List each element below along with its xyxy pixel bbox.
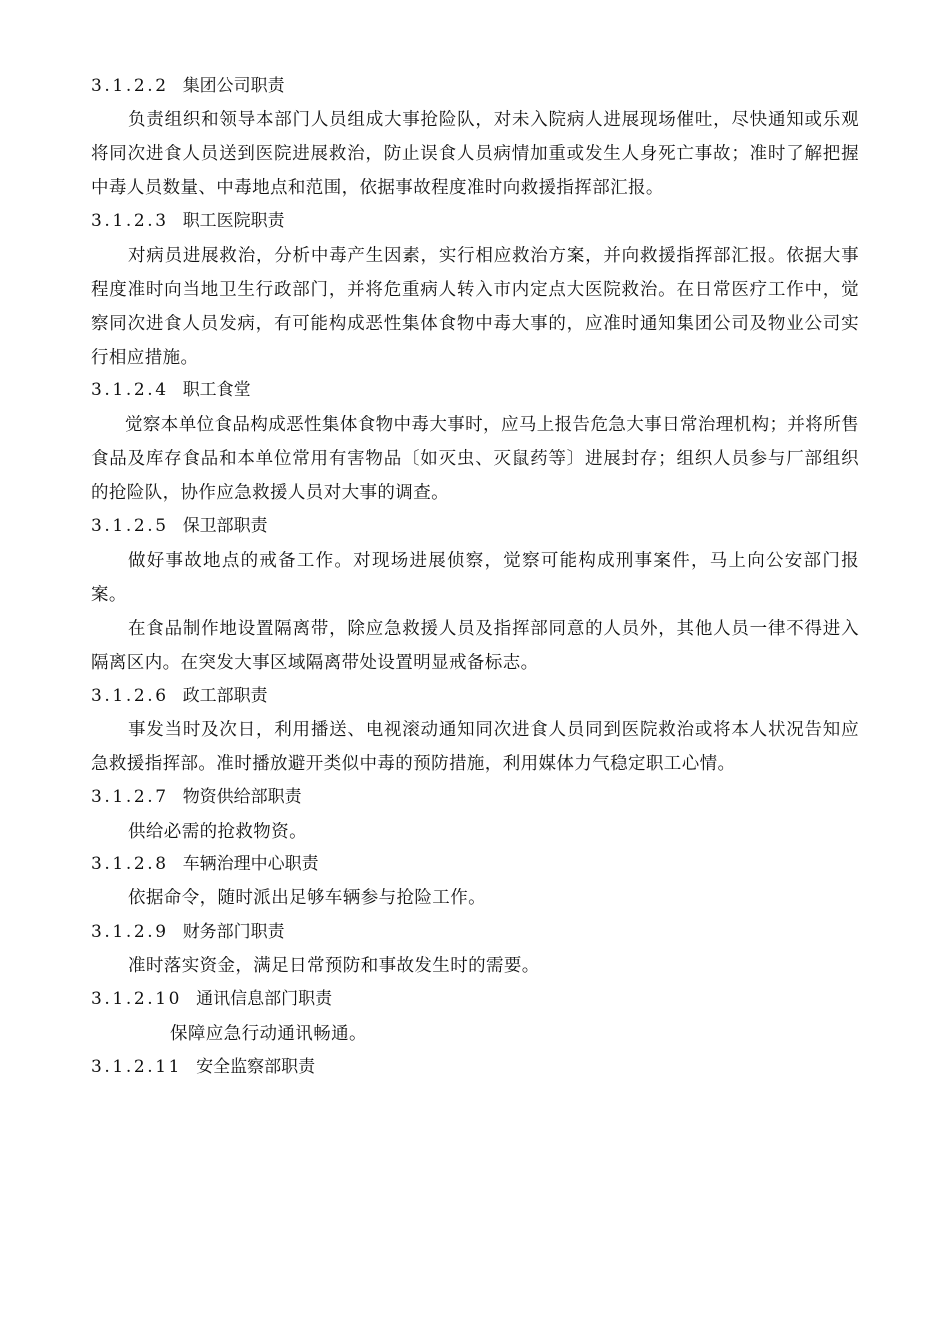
section-number: 3.1.2.6 bbox=[91, 686, 169, 706]
section-paragraph: 做好事故地点的戒备工作。对现场进展侦察，觉察可能构成刑事案件，马上向公安部门报案。 bbox=[91, 551, 859, 605]
section-paragraph: 事发当时及次日，利用播送、电视滚动通知同次进食人员同到医院救治或将本人状况告知应急救援指挥部。准时播放避开类似中毒的预防措施，利用媒体力气稳定职工心情。 bbox=[91, 720, 859, 774]
section-number: 3.1.2.2 bbox=[91, 76, 169, 96]
section-title: 通讯信息部门职责 bbox=[196, 989, 333, 1009]
section-paragraph: 在食品制作地设置隔离带，除应急救援人员及指挥部同意的人员外，其他人员一律不得进入隔离区内。在突发大事区域隔离带处设置明显戒备标志。 bbox=[91, 619, 859, 673]
section-title: 集团公司职责 bbox=[182, 76, 285, 96]
section-heading bbox=[91, 852, 319, 876]
section-paragraph: 对病员进展救治，分析中毒产生因素，实行相应救治方案，并向救援指挥部汇报。依据大事程度准时向当地卫生行政部门，并将危重病人转入市内定点大医院救治。在日常医疗工作中，觉察同次进食人员发病，有可能构成恶性集体食物中毒大事的，应准时通知集团公司及物业公司实行相应措施。 bbox=[91, 246, 859, 368]
section-number: 3.1.2.11 bbox=[91, 1057, 183, 1077]
section-title: 物资供给部职责 bbox=[182, 787, 302, 807]
section-paragraph: 依据命令，随时派出足够车辆参与抢险工作。 bbox=[128, 888, 486, 908]
section-heading bbox=[91, 684, 268, 708]
section-heading bbox=[91, 785, 302, 809]
section-paragraph: 觉察本单位食品构成恶性集体食物中毒大事时，应马上报告危急大事日常治理机构；并将所售食品及库存食品和本单位常用有害物品〔如灭虫、灭鼠药等〕进展封存；组织人员参与厂部组织的抢险队，协作应急救援人员对大事的调查。 bbox=[91, 415, 859, 503]
section-number: 3.1.2.3 bbox=[91, 211, 169, 231]
section-number: 3.1.2.10 bbox=[91, 989, 183, 1009]
section-paragraph: 供给必需的抢救物资。 bbox=[128, 822, 307, 842]
section-heading bbox=[91, 1055, 315, 1079]
section-title: 财务部门职责 bbox=[182, 922, 285, 942]
section-heading bbox=[91, 920, 285, 944]
section-heading bbox=[91, 378, 251, 402]
section-number: 3.1.2.4 bbox=[91, 380, 169, 400]
section-title: 安全监察部职责 bbox=[196, 1057, 316, 1077]
section-number: 3.1.2.5 bbox=[91, 516, 169, 536]
section-heading bbox=[91, 987, 332, 1011]
section-title: 政工部职责 bbox=[182, 686, 268, 706]
section-heading bbox=[91, 209, 285, 233]
section-number: 3.1.2.7 bbox=[91, 787, 169, 807]
section-heading bbox=[91, 74, 285, 98]
section-title: 车辆治理中心职责 bbox=[182, 854, 319, 874]
section-title: 职工食堂 bbox=[182, 380, 251, 400]
section-paragraph: 负责组织和领导本部门人员组成大事抢险队，对未入院病人进展现场催吐，尽快通知或乐观将同次进食人员送到医院进展救治，防止误食人员病情加重或发生人身死亡事故；准时了解把握中毒人员数量、中毒地点和范围，依据事故程度准时向救援指挥部汇报。 bbox=[91, 110, 859, 198]
section-title: 职工医院职责 bbox=[182, 211, 285, 231]
section-title: 保卫部职责 bbox=[182, 516, 268, 536]
section-number: 3.1.2.8 bbox=[91, 854, 169, 874]
section-paragraph: 保障应急行动通讯畅通。 bbox=[170, 1024, 367, 1044]
section-paragraph: 准时落实资金，满足日常预防和事故发生时的需要。 bbox=[128, 956, 540, 976]
section-heading bbox=[91, 514, 268, 538]
section-number: 3.1.2.9 bbox=[91, 922, 169, 942]
